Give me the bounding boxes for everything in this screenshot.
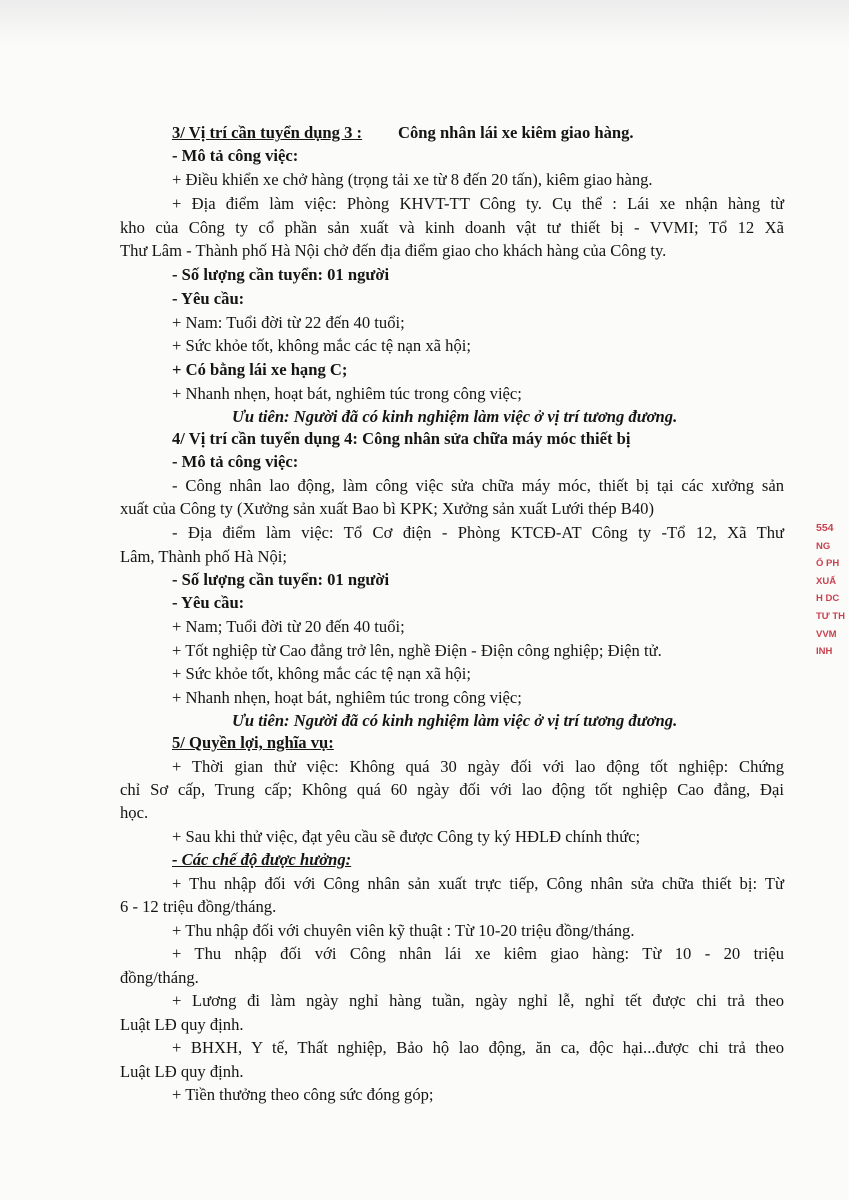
stamp-text: XUẤ [816, 575, 837, 587]
stamp-text: NG [816, 540, 831, 552]
stamp-text: H DC [816, 593, 840, 605]
priority-note: Ưu tiên: Người đã có kinh nghiệm làm việc ở vị trí tương đương. [232, 711, 678, 730]
text-line: + BHXH, Y tế, Thất nghiệp, Bảo hộ lao động, ăn ca, độc hại...được chi trả theo [172, 1038, 784, 1057]
text-line: - Địa điểm làm việc: Tổ Cơ điện - Phòng KTCĐ-AT Công ty -Tổ 12, Xã Thư [172, 523, 784, 542]
text-line: + Nhanh nhẹn, hoạt bát, nghiêm túc trong công việc; [172, 688, 522, 707]
text-line: đồng/tháng. [120, 968, 199, 987]
entitlements-heading: - Các chế độ được hưởng: [172, 850, 352, 869]
requirements-label: - Yêu cầu: [172, 289, 245, 308]
priority-note: Ưu tiên: Người đã có kinh nghiệm làm việc ở vị trí tương đương. [232, 407, 678, 426]
stamp-text: Ổ PH [816, 558, 840, 570]
text-line: học. [120, 803, 149, 822]
job-description-label: - Mô tả công việc: [172, 146, 299, 165]
text-line: + Sức khỏe tốt, không mắc các tệ nạn xã hội; [172, 664, 471, 683]
stamp-text: VVM [816, 628, 837, 640]
scan-shadow [0, 0, 849, 46]
text-line: + Thu nhập đối với Công nhân sản xuất trực tiếp, Công nhân sửa chữa thiết bị: Từ [172, 874, 784, 893]
heading-position-3-title: Công nhân lái xe kiêm giao hàng. [398, 123, 634, 142]
text-line: + Nhanh nhẹn, hoạt bát, nghiêm túc trong công việc; [172, 384, 522, 403]
text-line: Luật LĐ quy định. [120, 1015, 244, 1034]
text-line: - Công nhân lao động, làm công việc sửa chữa máy móc, thiết bị tại các xưởng sản [172, 476, 784, 495]
text-line: + Lương đi làm ngày nghỉ hàng tuần, ngày nghỉ lễ, nghỉ tết được chi trả theo [172, 991, 784, 1010]
quantity-line: - Số lượng cần tuyển: 01 người [172, 570, 390, 589]
text-line: xuất của Công ty (Xưởng sản xuất Bao bì KPK; Xưởng sản xuất Lưới thép B40) [120, 499, 654, 518]
text-line: + Sức khỏe tốt, không mắc các tệ nạn xã hội; [172, 336, 471, 355]
text-line: 6 - 12 triệu đồng/tháng. [120, 897, 277, 916]
heading-benefits: 5/ Quyền lợi, nghĩa vụ: [172, 733, 334, 752]
stamp-text: TƯ TH [816, 610, 845, 622]
stamp-text: 554 [816, 522, 834, 534]
text-line: + Thu nhập đối với Công nhân lái xe kiêm giao hàng: Từ 10 - 20 triệu [172, 944, 784, 963]
requirements-label: - Yêu cầu: [172, 593, 245, 612]
stamp-text: INH [816, 646, 833, 658]
text-line: Lâm, Thành phố Hà Nội; [120, 547, 287, 566]
text-line: + Nam; Tuổi đời từ 20 đến 40 tuổi; [172, 617, 405, 636]
text-line: Luật LĐ quy định. [120, 1062, 244, 1081]
license-requirement: + Có bằng lái xe hạng C; [172, 360, 348, 379]
job-description-label: - Mô tả công việc: [172, 452, 299, 471]
text-line: + Thu nhập đối với chuyên viên kỹ thuật : Từ 10-20 triệu đồng/tháng. [172, 921, 635, 940]
text-line: + Tiền thưởng theo công sức đóng góp; [172, 1085, 434, 1104]
text-line: + Tốt nghiệp từ Cao đẳng trở lên, nghề Điện - Điện công nghiệp; Điện tử. [172, 641, 662, 660]
heading-position-3: 3/ Vị trí cần tuyển dụng 3 : [172, 123, 363, 142]
text-line: + Nam: Tuổi đời từ 22 đến 40 tuổi; [172, 313, 405, 332]
red-stamp-fragment [816, 520, 849, 670]
text-line: + Địa điểm làm việc: Phòng KHVT-TT Công ty. Cụ thể : Lái xe nhận hàng từ [172, 194, 784, 213]
text-line: + Điều khiển xe chở hàng (trọng tải xe từ 8 đến 20 tấn), kiêm giao hàng. [172, 170, 653, 189]
text-line: Thư Lâm - Thành phố Hà Nội chở đến địa điểm giao cho khách hàng của Công ty. [120, 241, 667, 260]
text-line: chỉ Sơ cấp, Trung cấp; Không quá 60 ngày đối với lao động tốt nghiệp Cao đẳng, Đại [120, 780, 784, 799]
text-line: + Thời gian thử việc: Không quá 30 ngày đối với lao động tốt nghiệp: Chứng [172, 757, 784, 776]
text-line: kho của Công ty cổ phần sản xuất và kinh doanh vật tư thiết bị - VVMI; Tổ 12 Xã [120, 218, 784, 237]
text-line: + Sau khi thử việc, đạt yêu cầu sẽ được Công ty ký HĐLĐ chính thức; [172, 827, 641, 846]
heading-position-4: 4/ Vị trí cần tuyển dụng 4: Công nhân sửa chữa máy móc thiết bị [172, 429, 631, 448]
quantity-line: - Số lượng cần tuyển: 01 người [172, 265, 390, 284]
